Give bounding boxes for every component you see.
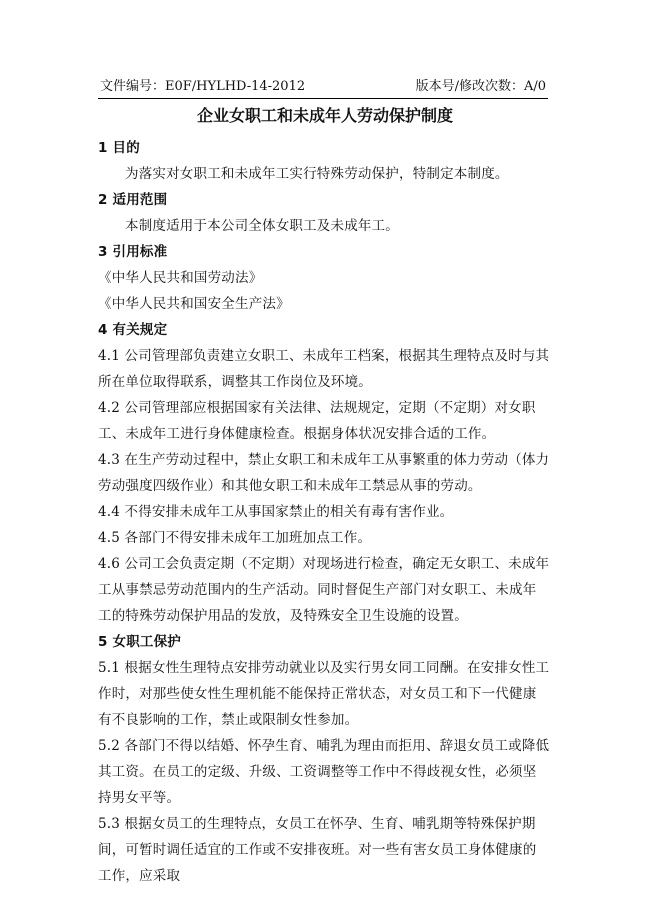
section-heading-references: 3 引用标准 <box>98 244 168 260</box>
section-heading-purpose: 1 目的 <box>98 140 140 156</box>
clause-4-6: 4.6 公司工会负责定期（不定期）对现场进行检查，确定无女职工、未成年工从事禁忌劳动范围内的生产活动。同时督促生产部门对女职工、未成年工的特殊劳动保护用品的发放，及特殊安全卫生设施的设置。 <box>98 556 550 624</box>
section-text-scope: 本制度适用于本公司全体女职工及未成年工。 <box>125 218 399 234</box>
version-number: 版本号/修改次数：A/0 <box>415 79 546 94</box>
document-body <box>98 135 550 889</box>
reference-item: 《中华人民共和国安全生产法》 <box>98 296 290 312</box>
page-header <box>98 76 548 99</box>
clause-4-2: 4.2 公司管理部应根据国家有关法律、法规规定，定期（不定期）对女职工、未成年工进行身体健康检查。根据身体状况安排合适的工作。 <box>98 400 536 442</box>
reference-item: 《中华人民共和国劳动法》 <box>98 270 263 286</box>
section-heading-regulations: 4 有关规定 <box>98 322 168 338</box>
clause-4-3: 4.3 在生产劳动过程中，禁止女职工和未成年工从事繁重的体力劳动（体力劳动强度四级作业）和其他女职工和未成年工禁忌从事的劳动。 <box>98 452 550 494</box>
clause-5-1: 5.1 根据女性生理特点安排劳动就业以及实行男女同工同酬。在安排女性工作时，对那些使女性生理机能不能保持正常状态，对女员工和下一代健康有不良影响的工作，禁止或限制女性参加。 <box>98 660 550 728</box>
section-text-purpose: 为落实对女职工和未成年工实行特殊劳动保护，特制定本制度。 <box>125 166 509 182</box>
section-heading-female-protection: 5 女职工保护 <box>98 634 181 650</box>
clause-5-3: 5.3 根据女员工的生理特点，女员工在怀孕、生育、哺乳期等特殊保护期间，可暂时调任适宜的工作或不安排夜班。对一些有害女员工身体健康的工作，应采取 <box>98 816 537 884</box>
clause-4-5: 4.5 各部门不得安排未成年工加班加点工作。 <box>98 530 372 546</box>
document-title: 企业女职工和未成年人劳动保护制度 <box>196 106 453 125</box>
clause-4-4: 4.4 不得安排未成年工从事国家禁止的相关有毒有害作业。 <box>98 504 454 520</box>
section-heading-scope: 2 适用范围 <box>98 192 168 208</box>
clause-5-2: 5.2 各部门不得以结婚、怀孕生育、哺乳为理由而拒用、辞退女员工或降低其工资。在员工的定级、升级、工资调整等工作中不得歧视女性，必须坚持男女平等。 <box>98 738 550 806</box>
clause-4-1: 4.1 公司管理部负责建立女职工、未成年工档案，根据其生理特点及时与其所在单位取得联系，调整其工作岗位及环境。 <box>98 348 550 390</box>
doc-number: 文件编号：E0F/HYLHD-14-2012 <box>100 79 306 94</box>
